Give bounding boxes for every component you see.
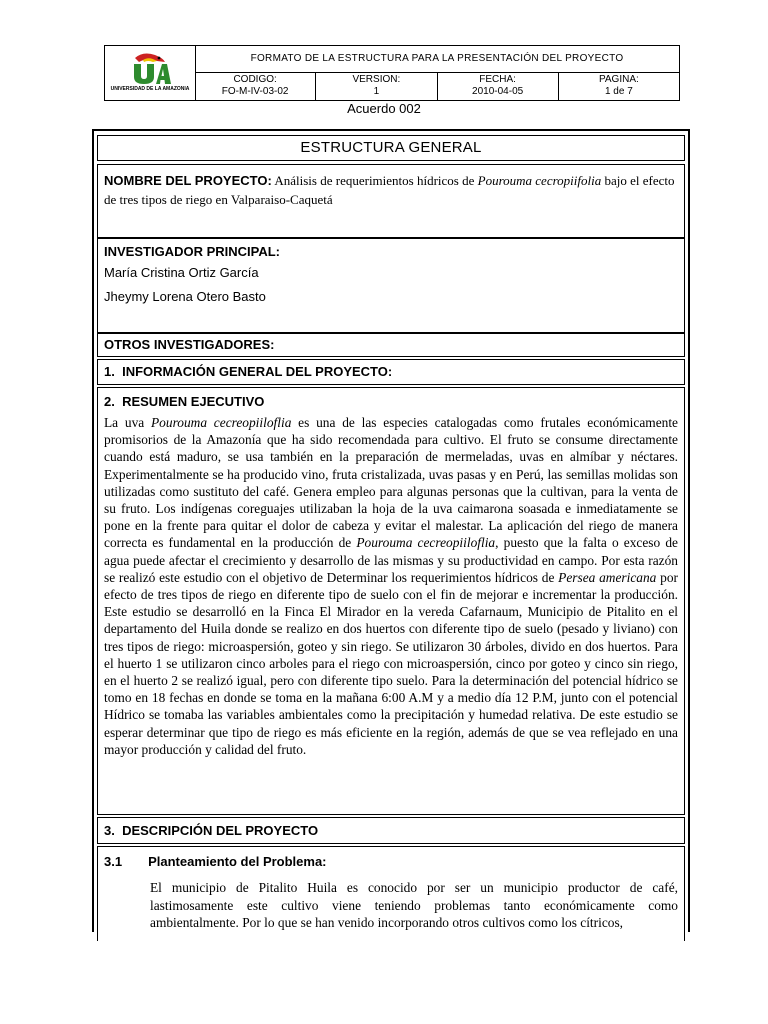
seccion-3-box [97,817,685,844]
version-label: VERSION: [352,74,401,85]
seccion-1-number: 1. [104,364,115,379]
resumen-species-1: Pourouma cecreopiiloflia [151,415,292,430]
resumen-text-1: La uva [104,415,151,430]
otros-investigadores-box [97,333,685,357]
codigo-value: FO-M-IV-03-02 [221,86,289,97]
university-logo-icon [129,52,171,86]
fecha-cell [438,72,559,100]
fecha-label: FECHA: [479,74,516,85]
resumen-ejecutivo-text [104,414,678,758]
header-title: FORMATO DE LA ESTRUCTURA PARA LA PRESENTACIÓN DEL PROYECTO [195,46,679,73]
seccion-2-heading [104,392,678,412]
nombre-proyecto-label: NOMBRE DEL PROYECTO: [104,173,272,188]
pagina-label: PAGINA: [598,74,639,85]
seccion-3-1-number: 3.1 [104,854,123,869]
resumen-text-4: por efecto de tres tipos de riego en diferente tipo de suelo con el fin de mejorar e incrementar la producción. Este estudio se desarrolló en la Finca El Mirador en la vereda Cafarnaum, Municipio de Pitalito en el departamento del Huila donde se realizo en dos huertos con diferente tipo de suelo (pesado y liviano) con tres tipos de riego: microaspersión, goteo y sin riego. Se utilizaron 30 árboles, divido en dos huertos. Para el huerto 1 se utilizaron cinco arboles para el riego con microaspersión, cinco por goteo y cinco sin riego, en el huerto 2 se realizó igual, pero con diferente tipo suelo. Para la determinación del potencial hídrico se tomo en 18 fechas en donde se toma en la mañana 6:00 A.M y a medio día 12 P.M, junto con el potencial Hídrico se tomaba las variables ambientales como la precipitación y humedad relativa. De este estudio se esperar determinar que tipo de riego es más eficiente en la región, además de que se vea reflejado en una mayor producción y calidad del fruto. [104,569,678,757]
seccion-1-heading [104,360,678,384]
seccion-1-title: INFORMACIÓN GENERAL DEL PROYECTO: [122,364,393,379]
resumen-species-2: Pourouma cecreopiiloflia [356,535,496,551]
investigador-principal-box [97,238,685,333]
resumen-text-3: , puesto que la falta o exceso de agua puede afectar el crecimiento y desarrollo de las mismas y su productividad en campo. Por esta razón se realizó este estudio con el objetivo de Determinar los requerimientos hídricos de [104,535,678,585]
structure-frame [92,129,690,932]
seccion-2-title: RESUMEN EJECUTIVO [122,394,265,409]
codigo-cell [195,72,316,100]
seccion-3-heading [104,818,678,844]
document-header [104,45,680,101]
codigo-label: CODIGO: [233,74,277,85]
nombre-species: Pourouma cecropiifolia [477,173,602,188]
header-meta-row [195,72,679,100]
fecha-value: 2010-04-05 [472,86,524,97]
version-cell [316,72,437,100]
otros-investigadores-label: OTROS INVESTIGADORES: [104,337,275,352]
investigador-label: INVESTIGADOR PRINCIPAL: [104,244,280,259]
version-value: 1 [373,86,380,97]
seccion-2-box [97,387,685,815]
pagina-value: 1 de 7 [604,86,633,97]
investigador-name-1: María Cristina Ortiz García [104,265,259,280]
seccion-3-number: 3. [104,823,115,838]
investigador-name-2: Jheymy Lorena Otero Basto [104,289,266,304]
seccion-3-1-title: Planteamiento del Problema: [148,854,327,869]
planteamiento-text: El municipio de Pitalito Huila es conocido por ser un municipio productor de café, lastimosamente este cultivo viene teniendo problemas tanto económicamente como ambientalmente. Por lo que se han venido incorporando otros cultivos como los cítricos, [150,880,678,930]
seccion-3-title: DESCRIPCIÓN DEL PROYECTO [122,823,319,838]
nombre-proyecto-box [97,164,685,238]
nombre-proyecto-text [104,171,678,209]
resumen-species-3: Persea americana [558,569,657,585]
seccion-3-1-box [97,846,685,941]
logo-caption: UNIVERSIDAD DE LA AMAZONIA [110,86,190,92]
seccion-1-box [97,359,685,385]
acuerdo-label: Acuerdo 002 [347,101,421,116]
estructura-general-title: ESTRUCTURA GENERAL [97,135,685,161]
seccion-3-1-heading [104,851,678,873]
pagina-cell [559,72,679,100]
resumen-text-2: es una de las especies catalogadas como frutales económicamente promisorios de la Amazonía que ha sido recomendada para cultivo. El fruto se consume directamente cuando está maduro, se usa también en la preparación de mermeladas, uvas en almíbar y néctares. Experimentalmente se ha producido vino, fruta cristalizada, uvas pasas y en Perú, las semillas molidas son utilizadas como sustituto del café. Genera empleo para algunas personas que la cultivan, para la venta de su fruto. Los indígenas coreguajes utilizaban la hoja de la uva caimarona soasada e inmediatamente se pone en la frente para quitar el dolor de cabeza y evitar el malestar. La aplicación del riego de manera correcta es fundamental en la producción de [104,415,678,551]
nombre-text-b: bajo el efecto de tres tipos de riego en Valparaiso-Caquetá [104,173,675,207]
seccion-2-number: 2. [104,394,115,409]
nombre-text-a: Análisis de requerimientos hídricos de [271,173,478,188]
logo-cell [105,46,196,100]
